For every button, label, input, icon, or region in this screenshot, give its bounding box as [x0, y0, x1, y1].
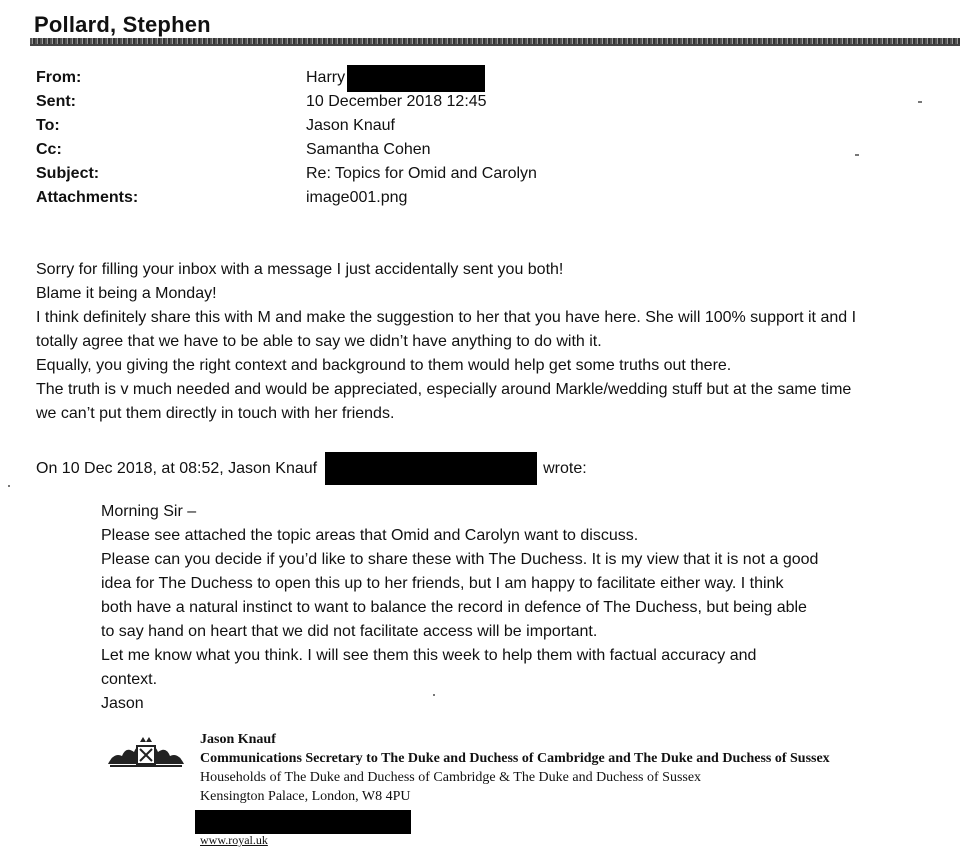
attachments-label: Attachments: [36, 189, 139, 206]
cc-row [36, 138, 537, 162]
signature-households: Households of The Duke and Duchess of Cambridge & The Duke and Duchess of Sussex [200, 770, 702, 785]
scan-speck [433, 694, 435, 696]
redaction-block [195, 810, 411, 834]
quote-attribution-suffix: wrote: [543, 459, 587, 477]
to-row [36, 114, 537, 138]
to-label: To: [36, 117, 60, 134]
sent-row [36, 90, 537, 114]
subject-row [36, 162, 537, 186]
reply-line: Blame it being a Monday! [36, 285, 217, 302]
from-label: From: [36, 69, 82, 86]
signature-title: Communications Secretary to The Duke and Duchess of Cambridge and The Duke and Duchess of Sussex [200, 751, 830, 766]
quoted-line: both have a natural instinct to want to balance the record in defence of The Duchess, but being able [101, 599, 807, 616]
reply-line: Equally, you giving the right context and background to them would help get some truths out there. [36, 357, 732, 374]
attachment-filename: image001.png [306, 189, 408, 206]
from-name: Harry [306, 69, 346, 86]
quoted-line: idea for The Duchess to open this up to her friends, but I am happy to facilitate either way. I think [101, 575, 784, 592]
quoted-line: Let me know what you think. I will see them this week to help them with factual accuracy and [101, 647, 757, 664]
from-row [36, 66, 537, 90]
quoted-line: context. [101, 671, 158, 688]
scan-speck [918, 101, 922, 103]
sent-value: 10 December 2018 12:45 [306, 93, 487, 110]
quoted-line: Morning Sir – [101, 503, 197, 520]
quoted-message [101, 500, 961, 716]
redaction-block [325, 452, 537, 485]
email-headers [36, 66, 537, 210]
header-rule-underline [30, 44, 960, 46]
sent-label: Sent: [36, 93, 76, 110]
quoted-line: Jason [101, 695, 144, 712]
signature-name: Jason Knauf [200, 732, 276, 747]
quoted-line: to say hand on heart that we did not facilitate access will be important. [101, 623, 598, 640]
quoted-line: Please can you decide if you’d like to share these with The Duchess. It is my view that it is not a good [101, 551, 819, 568]
quote-attribution [36, 452, 587, 485]
cc-label: Cc: [36, 141, 62, 158]
reply-line: Sorry for filling your inbox with a message I just accidentally sent you both! [36, 261, 564, 278]
subject-value: Re: Topics for Omid and Carolyn [306, 165, 537, 182]
scan-speck [855, 154, 859, 156]
attachments-row [36, 186, 537, 210]
quoted-line: Please see attached the topic areas that Omid and Carolyn want to discuss. [101, 527, 639, 544]
subject-label: Subject: [36, 165, 100, 182]
reply-line: we can’t put them directly in touch with her friends. [36, 405, 395, 422]
reply-body [36, 258, 960, 426]
from-value [306, 65, 485, 92]
to-value: Jason Knauf [306, 117, 395, 134]
quote-attribution-prefix: On 10 Dec 2018, at 08:52, Jason Knauf [36, 459, 318, 477]
reply-line: The truth is v much needed and would be appreciated, especially around Markle/wedding stuff but at the same time [36, 381, 852, 398]
signature-website-link[interactable]: www.royal.uk [200, 833, 268, 847]
signature-text [200, 730, 830, 806]
cc-value: Samantha Cohen [306, 141, 431, 158]
redaction-block [347, 65, 485, 92]
reply-line: totally agree that we have to be able to say we didn’t have anything to do with it. [36, 333, 602, 350]
royal-crest-icon [104, 734, 188, 768]
mailbox-owner-name: Pollard, Stephen [34, 12, 211, 37]
reply-line: I think definitely share this with M and make the suggestion to her that you have here. She will 100% support it and I [36, 309, 857, 326]
scan-speck [8, 485, 10, 487]
signature-address: Kensington Palace, London, W8 4PU [200, 789, 411, 804]
